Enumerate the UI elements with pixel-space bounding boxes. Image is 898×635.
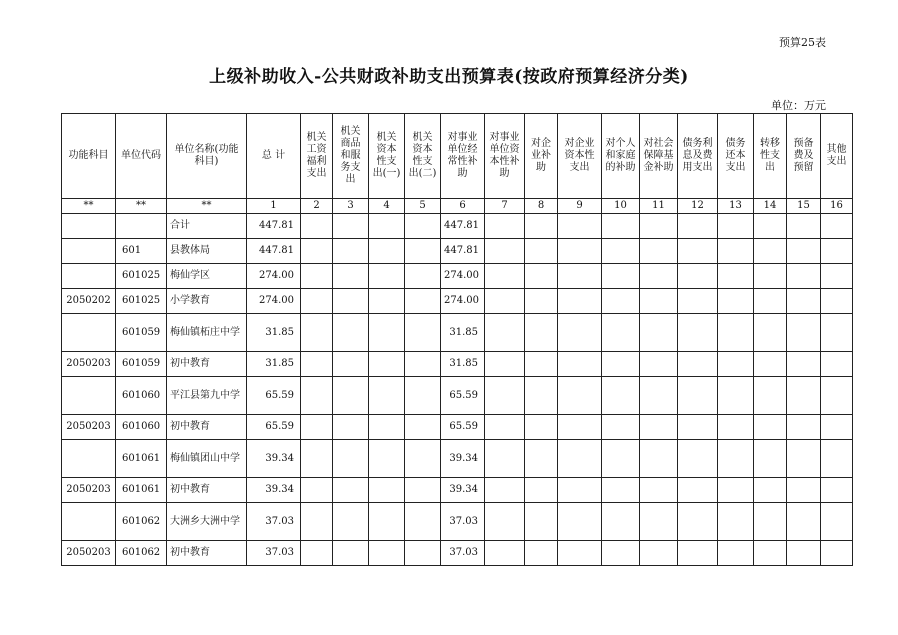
unit-code-cell: 601060: [116, 415, 167, 440]
empty-cell: [405, 478, 441, 503]
empty-cell: [821, 377, 853, 415]
empty-cell: [485, 503, 525, 541]
subsidy-cell: 37.03: [441, 541, 485, 566]
empty-cell: [602, 478, 640, 503]
budget-table: [61, 113, 853, 566]
empty-cell: [821, 440, 853, 478]
total-cell: 447.81: [247, 214, 301, 239]
unit-label: 单位：万元: [771, 99, 826, 112]
empty-cell: [301, 314, 333, 352]
unit-code-cell: 601062: [116, 541, 167, 566]
table-row: [62, 503, 853, 541]
unit-code-cell: 601025: [116, 264, 167, 289]
unit-name-cell: 县教体局: [167, 239, 247, 264]
empty-cell: [405, 541, 441, 566]
empty-cell: [640, 415, 678, 440]
empty-cell: [525, 214, 558, 239]
empty-cell: [678, 289, 718, 314]
total-cell: 274.00: [247, 264, 301, 289]
column-header: 机关商品和服务支出: [333, 114, 369, 199]
column-header: 预备费及预留: [787, 114, 821, 199]
subsidy-cell: 65.59: [441, 415, 485, 440]
empty-cell: [369, 214, 405, 239]
empty-cell: [525, 503, 558, 541]
column-header: 单位代码: [116, 114, 167, 199]
empty-cell: [301, 214, 333, 239]
empty-cell: [485, 352, 525, 377]
empty-cell: [558, 352, 602, 377]
column-index: 1: [247, 199, 301, 214]
empty-cell: [558, 289, 602, 314]
empty-cell: [718, 503, 754, 541]
unit-name-cell: 梅仙学区: [167, 264, 247, 289]
total-cell: 37.03: [247, 541, 301, 566]
table-row: [62, 478, 853, 503]
function-code-cell: [62, 377, 116, 415]
empty-cell: [754, 314, 787, 352]
empty-cell: [369, 415, 405, 440]
empty-cell: [754, 503, 787, 541]
empty-cell: [485, 264, 525, 289]
empty-cell: [718, 264, 754, 289]
empty-cell: [754, 214, 787, 239]
column-index: 5: [405, 199, 441, 214]
empty-cell: [558, 415, 602, 440]
table-row: [62, 377, 853, 415]
empty-cell: [333, 352, 369, 377]
empty-cell: [525, 440, 558, 478]
empty-cell: [369, 503, 405, 541]
table-row: [62, 352, 853, 377]
column-header: 机关资本性支出(一): [369, 114, 405, 199]
column-index: 13: [718, 199, 754, 214]
total-cell: 39.34: [247, 440, 301, 478]
empty-cell: [301, 289, 333, 314]
unit-name-cell: 梅仙镇柘庄中学: [167, 314, 247, 352]
empty-cell: [718, 314, 754, 352]
empty-cell: [333, 314, 369, 352]
function-code-cell: [62, 214, 116, 239]
empty-cell: [525, 415, 558, 440]
empty-cell: [485, 214, 525, 239]
column-header: 机关资本性支出(二): [405, 114, 441, 199]
empty-cell: [821, 478, 853, 503]
subsidy-cell: 39.34: [441, 440, 485, 478]
subsidy-cell: 31.85: [441, 314, 485, 352]
empty-cell: [678, 440, 718, 478]
table-row: [62, 440, 853, 478]
empty-cell: [754, 289, 787, 314]
empty-cell: [640, 478, 678, 503]
empty-cell: [333, 415, 369, 440]
column-index: 11: [640, 199, 678, 214]
empty-cell: [640, 541, 678, 566]
empty-cell: [602, 314, 640, 352]
empty-cell: [369, 289, 405, 314]
empty-cell: [602, 541, 640, 566]
empty-cell: [602, 503, 640, 541]
unit-name-cell: 小学教育: [167, 289, 247, 314]
empty-cell: [718, 214, 754, 239]
empty-cell: [718, 478, 754, 503]
function-code-cell: 2050203: [62, 478, 116, 503]
empty-cell: [787, 541, 821, 566]
function-code-cell: 2050203: [62, 352, 116, 377]
unit-code-cell: 601061: [116, 478, 167, 503]
table-row: [62, 541, 853, 566]
empty-cell: [558, 503, 602, 541]
empty-cell: [558, 239, 602, 264]
function-code-cell: 2050203: [62, 415, 116, 440]
total-cell: 39.34: [247, 478, 301, 503]
table-row: [62, 314, 853, 352]
empty-cell: [485, 478, 525, 503]
total-cell: 65.59: [247, 415, 301, 440]
table-row: [62, 264, 853, 289]
empty-cell: [754, 264, 787, 289]
empty-cell: [558, 314, 602, 352]
empty-cell: [333, 239, 369, 264]
total-cell: 31.85: [247, 352, 301, 377]
column-header: 债务利息及费用支出: [678, 114, 718, 199]
column-index: 10: [602, 199, 640, 214]
table-row: [62, 289, 853, 314]
subsidy-cell: 37.03: [441, 503, 485, 541]
total-cell: 447.81: [247, 239, 301, 264]
empty-cell: [301, 440, 333, 478]
empty-cell: [525, 289, 558, 314]
empty-cell: [821, 264, 853, 289]
empty-cell: [301, 503, 333, 541]
empty-cell: [678, 214, 718, 239]
empty-cell: [405, 377, 441, 415]
empty-cell: [525, 264, 558, 289]
empty-cell: [369, 541, 405, 566]
empty-cell: [301, 478, 333, 503]
empty-cell: [754, 541, 787, 566]
column-index: 2: [301, 199, 333, 214]
empty-cell: [821, 352, 853, 377]
column-index: 8: [525, 199, 558, 214]
total-cell: 65.59: [247, 377, 301, 415]
page-number: 预算25表: [779, 36, 826, 49]
empty-cell: [525, 478, 558, 503]
empty-cell: [787, 289, 821, 314]
column-header: 债务还本支出: [718, 114, 754, 199]
empty-cell: [485, 239, 525, 264]
empty-cell: [787, 478, 821, 503]
empty-cell: [333, 541, 369, 566]
empty-cell: [821, 239, 853, 264]
column-header: 对社会保障基金补助: [640, 114, 678, 199]
unit-code-cell: 601061: [116, 440, 167, 478]
empty-cell: [787, 503, 821, 541]
unit-name-cell: 初中教育: [167, 415, 247, 440]
empty-cell: [640, 352, 678, 377]
column-index: 7: [485, 199, 525, 214]
empty-cell: [787, 314, 821, 352]
column-index: 12: [678, 199, 718, 214]
empty-cell: [602, 214, 640, 239]
empty-cell: [301, 239, 333, 264]
empty-cell: [301, 264, 333, 289]
empty-cell: [525, 377, 558, 415]
empty-cell: [787, 239, 821, 264]
empty-cell: [405, 214, 441, 239]
empty-cell: [718, 289, 754, 314]
empty-cell: [718, 440, 754, 478]
empty-cell: [558, 440, 602, 478]
empty-cell: [754, 478, 787, 503]
empty-cell: [640, 239, 678, 264]
column-header: 对企业补助: [525, 114, 558, 199]
empty-cell: [602, 415, 640, 440]
function-code-cell: [62, 264, 116, 289]
subsidy-cell: 39.34: [441, 478, 485, 503]
column-index: **: [167, 199, 247, 214]
empty-cell: [525, 314, 558, 352]
index-row: [62, 199, 853, 214]
subsidy-cell: 65.59: [441, 377, 485, 415]
table-row: [62, 415, 853, 440]
empty-cell: [678, 377, 718, 415]
empty-cell: [602, 352, 640, 377]
empty-cell: [718, 352, 754, 377]
empty-cell: [640, 314, 678, 352]
subsidy-cell: 31.85: [441, 352, 485, 377]
column-header: 对事业单位资本性补助: [485, 114, 525, 199]
empty-cell: [405, 239, 441, 264]
empty-cell: [787, 415, 821, 440]
empty-cell: [821, 289, 853, 314]
unit-code-cell: 601025: [116, 289, 167, 314]
empty-cell: [602, 239, 640, 264]
empty-cell: [640, 289, 678, 314]
empty-cell: [640, 440, 678, 478]
total-cell: 37.03: [247, 503, 301, 541]
column-index: 4: [369, 199, 405, 214]
empty-cell: [754, 415, 787, 440]
empty-cell: [485, 314, 525, 352]
function-code-cell: [62, 239, 116, 264]
empty-cell: [301, 541, 333, 566]
unit-name-cell: 初中教育: [167, 478, 247, 503]
empty-cell: [821, 415, 853, 440]
empty-cell: [369, 440, 405, 478]
unit-code-cell: 601059: [116, 314, 167, 352]
empty-cell: [821, 214, 853, 239]
empty-cell: [678, 541, 718, 566]
unit-name-cell: 平江县第九中学: [167, 377, 247, 415]
empty-cell: [301, 415, 333, 440]
empty-cell: [558, 377, 602, 415]
empty-cell: [525, 541, 558, 566]
empty-cell: [821, 541, 853, 566]
empty-cell: [718, 541, 754, 566]
empty-cell: [333, 478, 369, 503]
column-index: **: [62, 199, 116, 214]
table-body: [62, 214, 853, 566]
empty-cell: [369, 314, 405, 352]
empty-cell: [369, 352, 405, 377]
empty-cell: [485, 541, 525, 566]
empty-cell: [787, 377, 821, 415]
empty-cell: [678, 314, 718, 352]
empty-cell: [754, 239, 787, 264]
unit-code-cell: 601059: [116, 352, 167, 377]
column-index: **: [116, 199, 167, 214]
empty-cell: [640, 503, 678, 541]
empty-cell: [301, 352, 333, 377]
empty-cell: [678, 239, 718, 264]
table-row: [62, 214, 853, 239]
unit-code-cell: 601060: [116, 377, 167, 415]
total-cell: 31.85: [247, 314, 301, 352]
unit-name-cell: 初中教育: [167, 541, 247, 566]
column-header: 对企业资本性支出: [558, 114, 602, 199]
empty-cell: [754, 440, 787, 478]
empty-cell: [301, 377, 333, 415]
empty-cell: [405, 314, 441, 352]
empty-cell: [678, 415, 718, 440]
empty-cell: [333, 289, 369, 314]
empty-cell: [640, 377, 678, 415]
empty-cell: [369, 239, 405, 264]
empty-cell: [678, 503, 718, 541]
empty-cell: [640, 264, 678, 289]
column-header: 功能科目: [62, 114, 116, 199]
empty-cell: [754, 352, 787, 377]
subsidy-cell: 274.00: [441, 264, 485, 289]
unit-name-cell: 大洲乡大洲中学: [167, 503, 247, 541]
empty-cell: [602, 440, 640, 478]
empty-cell: [333, 440, 369, 478]
empty-cell: [558, 541, 602, 566]
function-code-cell: [62, 503, 116, 541]
function-code-cell: 2050202: [62, 289, 116, 314]
empty-cell: [485, 289, 525, 314]
function-code-cell: [62, 440, 116, 478]
column-index: 6: [441, 199, 485, 214]
column-header: 单位名称(功能科目): [167, 114, 247, 199]
empty-cell: [787, 214, 821, 239]
empty-cell: [718, 415, 754, 440]
empty-cell: [678, 478, 718, 503]
empty-cell: [405, 440, 441, 478]
empty-cell: [333, 503, 369, 541]
empty-cell: [405, 415, 441, 440]
empty-cell: [525, 239, 558, 264]
column-index: 15: [787, 199, 821, 214]
empty-cell: [485, 415, 525, 440]
empty-cell: [602, 377, 640, 415]
unit-name-cell: 初中教育: [167, 352, 247, 377]
empty-cell: [787, 264, 821, 289]
empty-cell: [821, 314, 853, 352]
empty-cell: [678, 264, 718, 289]
empty-cell: [787, 352, 821, 377]
column-header: 对个人和家庭的补助: [602, 114, 640, 199]
empty-cell: [558, 214, 602, 239]
column-index: 14: [754, 199, 787, 214]
column-index: 9: [558, 199, 602, 214]
column-header: 总 计: [247, 114, 301, 199]
column-header: 转移性支出: [754, 114, 787, 199]
empty-cell: [821, 503, 853, 541]
empty-cell: [678, 352, 718, 377]
column-index: 16: [821, 199, 853, 214]
unit-name-cell: 合计: [167, 214, 247, 239]
empty-cell: [485, 377, 525, 415]
column-header: 其他支出: [821, 114, 853, 199]
function-code-cell: [62, 314, 116, 352]
empty-cell: [754, 377, 787, 415]
empty-cell: [405, 264, 441, 289]
unit-code-cell: 601: [116, 239, 167, 264]
empty-cell: [369, 478, 405, 503]
subsidy-cell: 447.81: [441, 239, 485, 264]
column-header: 对事业单位经常性补助: [441, 114, 485, 199]
unit-name-cell: 梅仙镇团山中学: [167, 440, 247, 478]
empty-cell: [525, 352, 558, 377]
subsidy-cell: 274.00: [441, 289, 485, 314]
empty-cell: [333, 214, 369, 239]
empty-cell: [718, 377, 754, 415]
empty-cell: [333, 264, 369, 289]
function-code-cell: 2050203: [62, 541, 116, 566]
total-cell: 274.00: [247, 289, 301, 314]
empty-cell: [333, 377, 369, 415]
empty-cell: [369, 264, 405, 289]
column-header: 机关工资福利支出: [301, 114, 333, 199]
empty-cell: [640, 214, 678, 239]
subsidy-cell: 447.81: [441, 214, 485, 239]
table-row: [62, 239, 853, 264]
column-index: 3: [333, 199, 369, 214]
empty-cell: [558, 264, 602, 289]
empty-cell: [369, 377, 405, 415]
page-title: 上级补助收入-公共财政补助支出预算表(按政府预算经济分类): [209, 67, 689, 87]
empty-cell: [787, 440, 821, 478]
empty-cell: [405, 503, 441, 541]
header-row: [62, 114, 853, 199]
unit-code-cell: [116, 214, 167, 239]
empty-cell: [405, 289, 441, 314]
empty-cell: [718, 239, 754, 264]
unit-code-cell: 601062: [116, 503, 167, 541]
empty-cell: [602, 264, 640, 289]
empty-cell: [602, 289, 640, 314]
empty-cell: [485, 440, 525, 478]
empty-cell: [558, 478, 602, 503]
empty-cell: [405, 352, 441, 377]
